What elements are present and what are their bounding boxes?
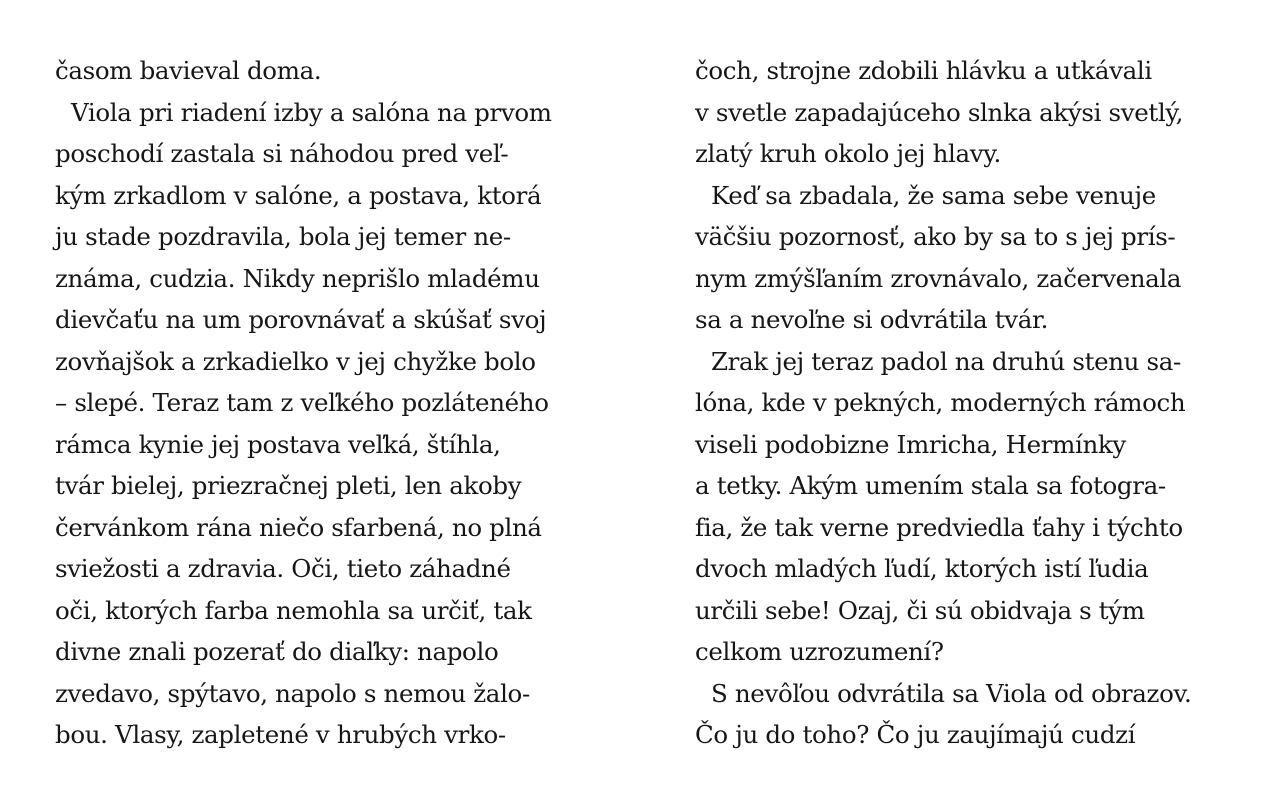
text-line: viseli podobizne Imricha, Hermínky: [695, 429, 1126, 459]
text-line: sviežosti a zdravia. Oči, tieto záhadné: [55, 554, 511, 583]
text-line: Čo ju do toho? Čo ju zaujímajú cudzí: [695, 720, 1136, 749]
text-line: poschodí zastala si náhodou pred veľ-: [55, 139, 509, 168]
text-line: určili sebe! Ozaj, či sú obidvaja s tým: [695, 595, 1145, 625]
right-text-column: [695, 50, 1255, 756]
text-line: S nevôľou odvrátila sa Viola od obrazov.: [711, 678, 1192, 708]
text-line: dvoch mladých ľudí, ktorých istí ľudia: [695, 554, 1149, 583]
text-line: divne znali pozerať do diaľky: napolo: [55, 637, 499, 666]
text-line: a tetky. Akým umením stala sa fotogra-: [695, 471, 1166, 500]
text-line: zovňajšok a zrkadielko v jej chyžke bolo: [55, 346, 536, 376]
text-line: Viola pri riadení izby a salóna na prvom: [71, 97, 552, 127]
text-line: – slepé. Teraz tam z veľkého pozláteného: [55, 388, 549, 417]
text-line: časom bavieval doma.: [55, 56, 322, 85]
text-line: tvár bielej, priezračnej pleti, len akoby: [55, 471, 522, 500]
text-line: červánkom rána niečo sfarbená, no plná: [55, 512, 542, 542]
text-line: kým zrkadlom v salóne, a postava, ktorá: [55, 180, 542, 210]
text-line: ju stade pozdravila, bola jej temer ne-: [55, 222, 511, 251]
text-line: celkom uzrozumení?: [695, 637, 944, 666]
text-line: nym zmýšľaním zrovnávalo, začervenala: [695, 263, 1182, 293]
text-line: lóna, kde v pekných, moderných rámoch: [695, 388, 1186, 417]
text-line: rámca kynie jej postava veľká, štíhla,: [55, 429, 501, 459]
text-line: čoch, strojne zdobili hlávku a utkávali: [695, 56, 1152, 85]
text-line: Keď sa zbadala, že sama sebe venuje: [711, 180, 1156, 210]
text-line: známa, cudzia. Nikdy neprišlo mladému: [55, 263, 540, 293]
left-text-column: [55, 50, 615, 756]
text-line: v svetle zapadajúceho slnka akýsi svetlý,: [695, 97, 1184, 127]
text-line: zlatý kruh okolo jej hlavy.: [695, 139, 1001, 168]
text-line: sa a nevoľne si odvrátila tvár.: [695, 305, 1049, 334]
text-line: dievčaťu na um porovnávať a skúšať svoj: [55, 305, 547, 334]
text-line: fia, že tak verne predviedla ťahy i týchto: [695, 512, 1183, 542]
text-line: Zrak jej teraz padol na druhú stenu sa-: [711, 346, 1181, 376]
text-line: väčšiu pozornosť, ako by sa to s jej prís-: [695, 222, 1176, 251]
text-line: oči, ktorých farba nemohla sa určiť, tak: [55, 595, 532, 625]
text-line: bou. Vlasy, zapletené v hrubých vrko-: [55, 720, 506, 749]
text-line: zvedavo, spýtavo, napolo s nemou žalo-: [55, 678, 530, 708]
